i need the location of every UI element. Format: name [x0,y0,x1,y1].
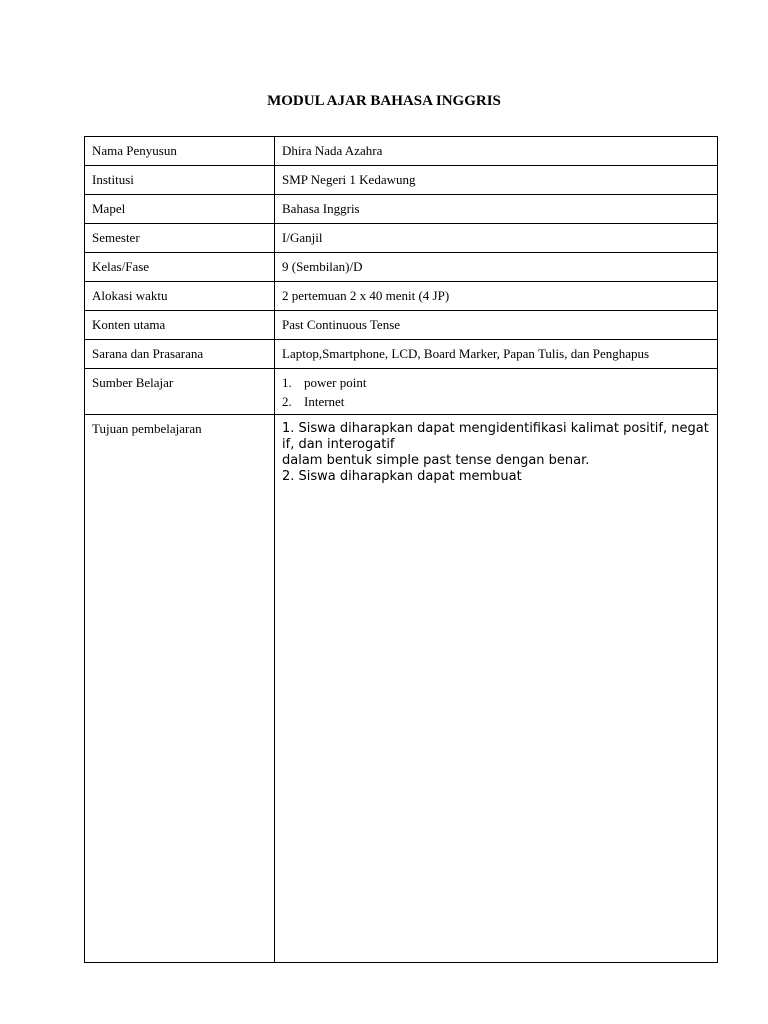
objective-paragraph: 1. Siswa diharapkan dapat mengidentifikasi kalimat positif, negatif, dan interogatif [282,421,709,452]
row-value-tujuan-pembelajaran [275,415,718,963]
list-item-number: 1. [282,375,292,390]
table-row [85,311,718,340]
list-item-number: 2. [282,394,292,409]
list-item-text: Internet [304,394,345,409]
sources-list [282,372,710,413]
table-row [85,195,718,224]
row-value-institusi: SMP Negeri 1 Kedawung [275,166,718,195]
row-label-institusi: Institusi [85,166,275,195]
row-value-alokasi-waktu: 2 pertemuan 2 x 40 menit (4 JP) [275,282,718,311]
row-label-tujuan-pembelajaran: Tujuan pembelajaran [85,415,275,963]
table-row [85,340,718,369]
row-label-sarana-prasarana: Sarana dan Prasarana [85,340,275,369]
list-item [282,391,710,413]
table-row [85,282,718,311]
row-value-mapel: Bahasa Inggris [275,195,718,224]
row-label-sumber-belajar: Sumber Belajar [85,369,275,415]
row-value-nama-penyusun: Dhira Nada Azahra [275,137,718,166]
table-row [85,253,718,282]
table-row [85,369,718,415]
table-row [85,166,718,195]
table-row [85,137,718,166]
table-row [85,224,718,253]
row-value-kelas-fase: 9 (Sembilan)/D [275,253,718,282]
document-title: MODUL AJAR BAHASA INGGRIS [267,93,501,109]
row-label-konten-utama: Konten utama [85,311,275,340]
row-label-mapel: Mapel [85,195,275,224]
list-item-text: power point [304,375,367,390]
row-value-sarana-prasarana: Laptop,Smartphone, LCD, Board Marker, Papan Tulis, dan Penghapus [275,340,718,369]
row-label-alokasi-waktu: Alokasi waktu [85,282,275,311]
row-value-konten-utama: Past Continuous Tense [275,311,718,340]
row-label-semester: Semester [85,224,275,253]
table-row [85,415,718,963]
row-label-nama-penyusun: Nama Penyusun [85,137,275,166]
objective-paragraph: 2. Siswa diharapkan dapat membuat [282,469,522,484]
objectives-text-block [282,421,710,962]
objective-paragraph: dalam bentuk simple past tense dengan benar. [282,453,590,468]
module-info-table [84,136,718,963]
row-value-semester: I/Ganjil [275,224,718,253]
row-value-sumber-belajar [275,369,718,415]
row-label-kelas-fase: Kelas/Fase [85,253,275,282]
